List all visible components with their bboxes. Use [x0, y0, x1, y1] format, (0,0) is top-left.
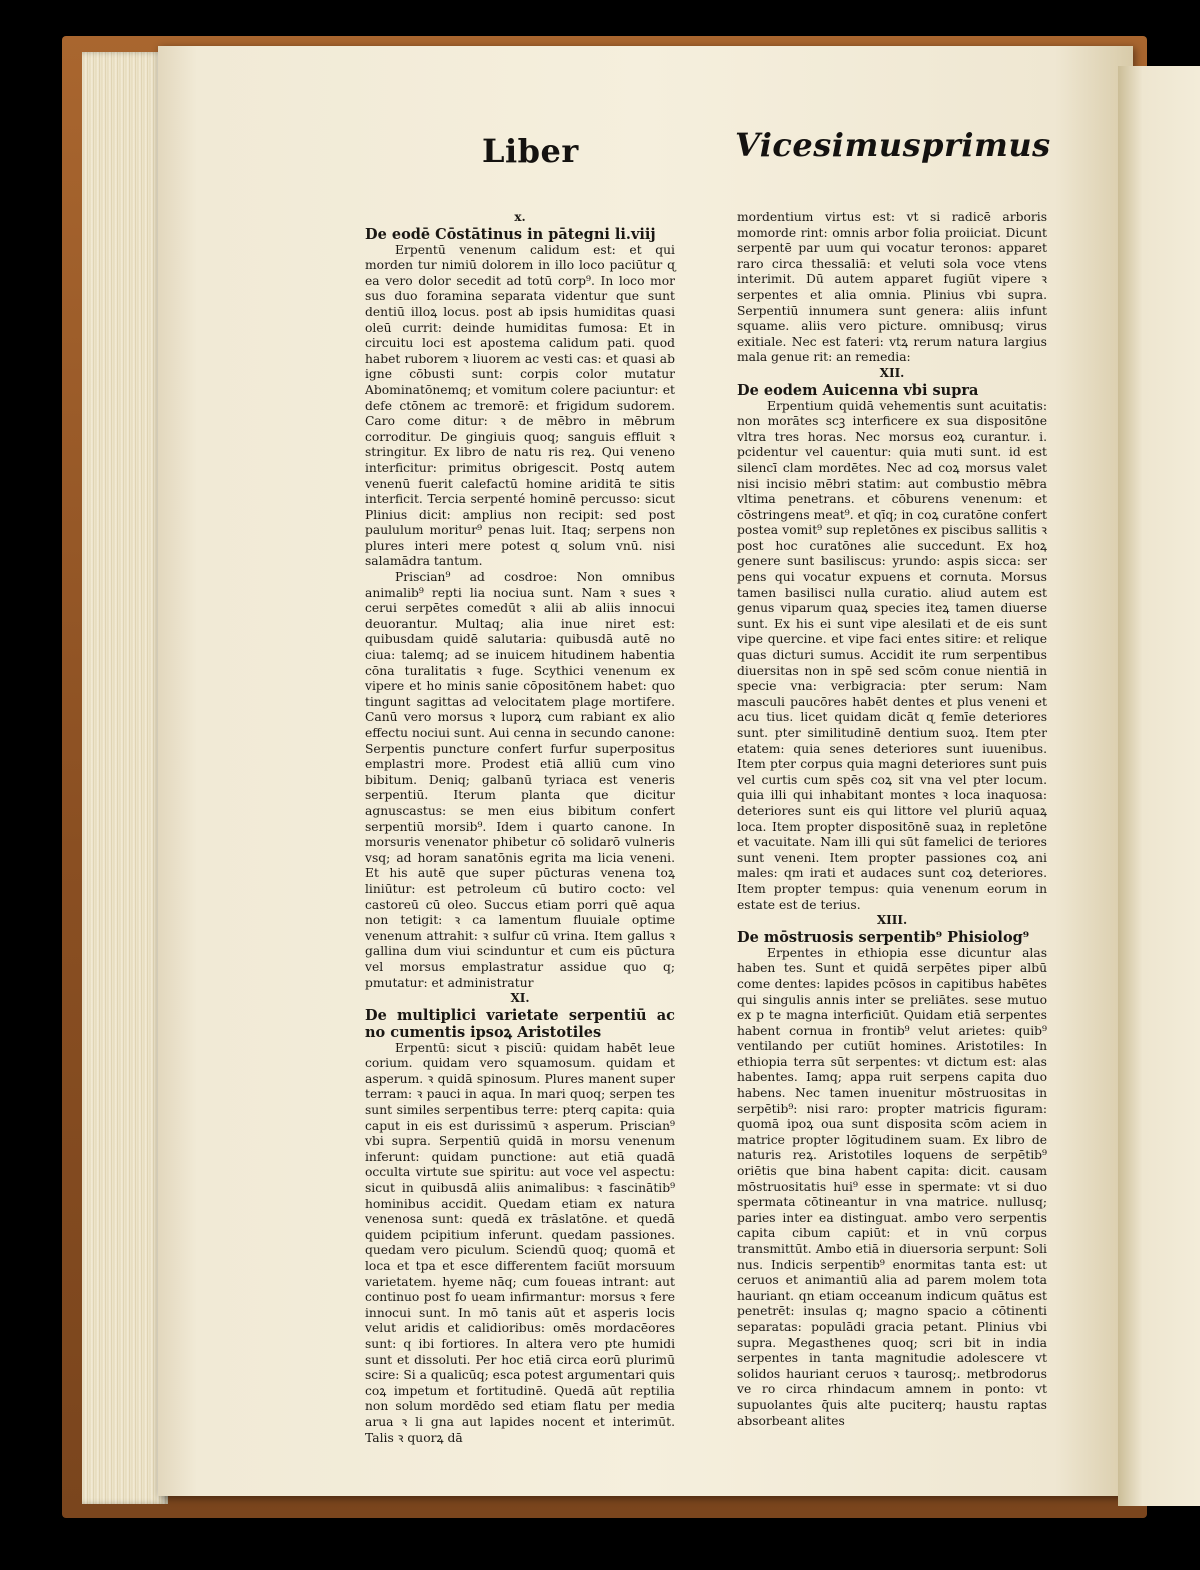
paragraph: Erpentū venenum calidum est: et qui morden tur nimiū dolorem in illo loco paciūtur ɋ ea vero dolor secedit ad totū corp⁹. In loco mor sus duo foramina separata videntur que sunt dentiū illoꝝ locus. post ab ipsis humiditas quasi oleū currit: deinde humiditas fumosa: Et in circuitu loci est apostema calidum pati. quod habet ruborem ꝛ liuorem ac vesti cas: et quasi ab igne cōbusti sunt: corpis color mutatur Abominatōnemq; et vomitum colere paciuntur: et defe ctōnem ac tremorē: et frigidum sudorem. Caro come ditur: ꝛ de mēbro in mēbrum corroditur. De gingiuis quoq; sanguis effluit ꝛ stringitur. Ex libro de natu ris reꝝ. Qui veneno interficitur: primitus obrigescit. Postq autem venenū fuerit calefactū homine ariditā te sitis interficit. Tercia serpenté hominē percusso: sicut Plinius dicit: amplius non recipit: sed post paululum moritur⁹ penas luit. Itaq; serpens non plures interi mere potest ɋ solum vnū. nisi salamādra tantum.	[365, 242, 675, 569]
paragraph: Erpentū: sicut ꝛ pisciū: quidam habēt leue corium. quidam vero squamosum. quidam et asperum. ꝛ quidā spinosum. Plures manent super terram: ꝛ pauci in aqua. In mari quoq; serpen tes sunt similes serpentibus terre: pterq capita: quia caput in eis est durissimū ꝛ asperum. Priscian⁹ vbi supra. Serpentiū quidā in morsu venenum inferunt: quidam punctione: aut etiā quadā occulta virtute sue spiritu: aut voce vel aspectu: sicut in quibusdā aliis animalibus: ꝛ fascinātib⁹ hominibus accidit. Quedam etiam ex natura venenosa sunt: quedā ex trāslatōne. et quedā quidem pcipitium inferunt. quedam passiones. quedam vero piculum. Sciendū quoq; quomā et loca et tpa et esce differentem faciūt morsuum varietatem. hyeme nāq; cum foueas intrant: aut continuo post fo ueam infirmantur: morsus ꝛ fere innocui sunt. In mō tanis aūt et asperis locis velut aridis et calidioribus: omēs mordacēores sunt: q ibi fortiores. In altera vero pte humidi sunt et dissoluti. Per hoc etiā circa eorū plurimū scire: Si a qualicūq; esca potest argumentari quis coꝝ impetum et fortitudinē. Quedā aūt reptilia non solum mordēdo sed etiam flatu per media arua ꝛ li gna aut lapides nocent et interimūt. Talis ꝛ quorꝝ dā	[365, 1040, 675, 1445]
chapter-rubric: De mōstruosis serpentib⁹ Phisiolog⁹	[737, 928, 1030, 946]
paragraph: Priscian⁹ ad cosdroe: Non omnibus animalib⁹ repti lia nociua sunt. Nam ꝛ sues ꝛ cerui serpētes comedūt ꝛ alii ab aliis innocui deuorantur. Multaq; alia inue niret est: quibusdam quidē salutaria: quibusdā autē no ciua: talemq; ad se inuicem hitudinem habentia cōna turalitatis ꝛ fuge. Scythici venenum ex vipere et ho minis sanie cōpositōnem habet: quo tingunt sagittas ad velocitatem plage mortifere. Canū vero morsus ꝛ luporꝝ cum rabiant ex alio effectu nociui sunt. Aui cenna in secundo canone: Serpentis puncture confert furfur superpositus emplastri more. Prodest etiā alliū cum vino bibitum. Deniq; galbanū tyriaca est veneris serpentiū. Iterum planta que dicitur agnuscastus: se men eius bibitum confert serpentiū morsib⁹. Idem i quarto canone. In morsuris venenator phibetur cō solidarō vulneris vsq; ad horam sanatōnis egrita ma licia veneni. Et his autē que super pūcturas venena toꝝ liniūtur: est petroleum cū butiro cocto: vel castoreū cū oleo. Succus etiam porri quē aqua non tetigit: ꝛ ca lamentum fluuiale optime venenum attrahit: ꝛ sulfur cū vrina. Item gallus ꝛ gallina dum viui scinduntur et cum eis pūctura vel morsus emplastratur assidue quo q; pmutatur: et administratur	[365, 570, 675, 990]
paragraph: Erpentium quidā vehementis sunt acuitatis: non morātes scꝫ interficere ex sua dispositōne vltra tres horas. Nec morsus eoꝝ curantur. i. pcidentur vel cauentur: quia muti sunt. id est silencī clam mordētes. Nec ad coꝝ morsus valet nisi incisio mēbri statim: aut combustio mēbra vltima penetrans. et cōburens venenum: et cōstringens meat⁹. et qīq; in coꝝ curatōne confert postea vomit⁹ sup repletōnes ex piscibus sallitis ꝛ post hoc curatōnes alie succedunt. Ex hoꝝ genere sunt basiliscus: yrundo: aspis sicca: ser pens qui vocatur expuens et cornuta. Morsus tamen basilisci nulla curatio. aliud autem est genus viparum quaꝝ species iteꝝ tamen diuerse sunt. Ex his ei sunt vipe alesilati et de eis sunt vipe quercine. et vipe faci entes sitire: et relique quas dicturi sumus. Accidit ite rum serpentibus diuersitas non in spē sed scōm conue nientiā in specie vna: verbigracia: pter serum: Nam masculi paucōres habēt dentes et plus veneni et acu tius. licet quidam dicāt ɋ femīe deteriores sunt. pter similitudinē dentium suoꝝ. Item pter etatem: quia senes deteriores sunt iuuenibus. Item pter corpus quia magni deteriores sunt puis vel curtis cum spēs coꝝ sit vna vel pter locum. quia illi qui inhabitant montes ꝛ loca inaquosa: deteriores sunt eis qui littore vel pluriū aquaꝝ loca. Item propter dispositōnē suaꝝ in repletōne et vacuitate. Nam illi qui sūt famelici de teriores sunt veneni. Item propter passiones coꝝ ani males: qm irati et audaces sunt coꝝ deteriores. Item propter tempus: quia venenum eorum in estate est de terius.	[737, 398, 1047, 912]
running-head-right: Vicesimusprimus	[735, 126, 1051, 164]
chapter-number: XIII.	[876, 913, 908, 928]
running-head-left: Liber	[482, 132, 579, 170]
page-edges	[82, 52, 168, 1504]
chapter-number: XII.	[879, 365, 905, 380]
chapter-number: x.	[514, 210, 526, 224]
text-column-right	[737, 210, 1047, 1429]
paragraph: mordentium virtus est: vt si radicē arboris momorde rint: omnis arbor folia proiiciat. Dicunt serpentē par uum qui vocatur teronos: apparet raro circa thessaliā: et veluti sola voce vtens interimit. Dū autem apparet fugiūt vipere ꝛ serpentes et alia omnia. Plinius vbi supra. Serpentiū innumera sunt genera: aliis infunt squame. aliis vero picture. omnibusq; virus exitiale. Nec est fateri: vtꝝ rerum natura largius mala genue rit: an remedia:	[737, 210, 1047, 365]
facing-page	[1118, 66, 1200, 1506]
paragraph: Erpentes in ethiopia esse dicuntur alas haben tes. Sunt et quidā serpētes piper albū come dentes: lapides pcōsos in capitibus habētes qui singulis annis inter se preliātes. sese mutuo ex p te magna interficiūt. Quidam etiā serpentes habent cornua in frontib⁹ velut arietes: quib⁹ ventilando per cutiūt homines. Aristotiles: In ethiopia terra sūt serpentes: vt dictum est: alas habentes. Iamq; appa ruit serpens capita duo habens. Nec tamen inuenitur mōstruositas in serpētib⁹: nisi raro: propter matricis figuram: quomā ipoꝝ oua sunt disposita scōm aciem in matrice propter lōgitudinem suam. Ex libro de naturis reꝝ. Aristotiles loquens de serpētib⁹ oriētis que bina habent capita: dicit. causam mōstruositatis hui⁹ esse in spermate: vt si duo spermata cōtineantur in vna matrice. nullusq; paries inter ea distinguat. ambo vero serpentis capita cibum capiūt: et in vnū corpus transmittūt. Ambo etiā in diuersoria serpunt: Soli nus. Indicis serpentib⁹ enormitas tanta est: ut ceruos et animantiū alia ad parem molem tota hauriant. qn etiam occeanum indicum quātus est penetrēt: insulas q; magno spacio a cōtinenti separatas: populādi gracia petant. Plinius vbi supra. Megasthenes quoq; scri bit in india serpentes in tanta magnitudie adolescere vt solidos hauriant ceruos ꝛ taurosq;. metbrodorus ve ro circa rhindacum amnem in ponto: vt supuolantes q̄uis alte puciterq; haustu raptas absorbeant alites	[737, 945, 1047, 1428]
chapter-rubric: De eodē Cōstātinus in pātegni li.viij	[365, 225, 656, 243]
chapter-number: XI.	[510, 991, 530, 1006]
chapter-rubric: De eodem Auicenna vbi supra	[737, 381, 979, 399]
chapter-rubric: De multiplici varietate serpentiū ac no cumentis ipsoꝝ Aristotiles	[365, 1006, 675, 1041]
text-column-left	[365, 210, 675, 1446]
